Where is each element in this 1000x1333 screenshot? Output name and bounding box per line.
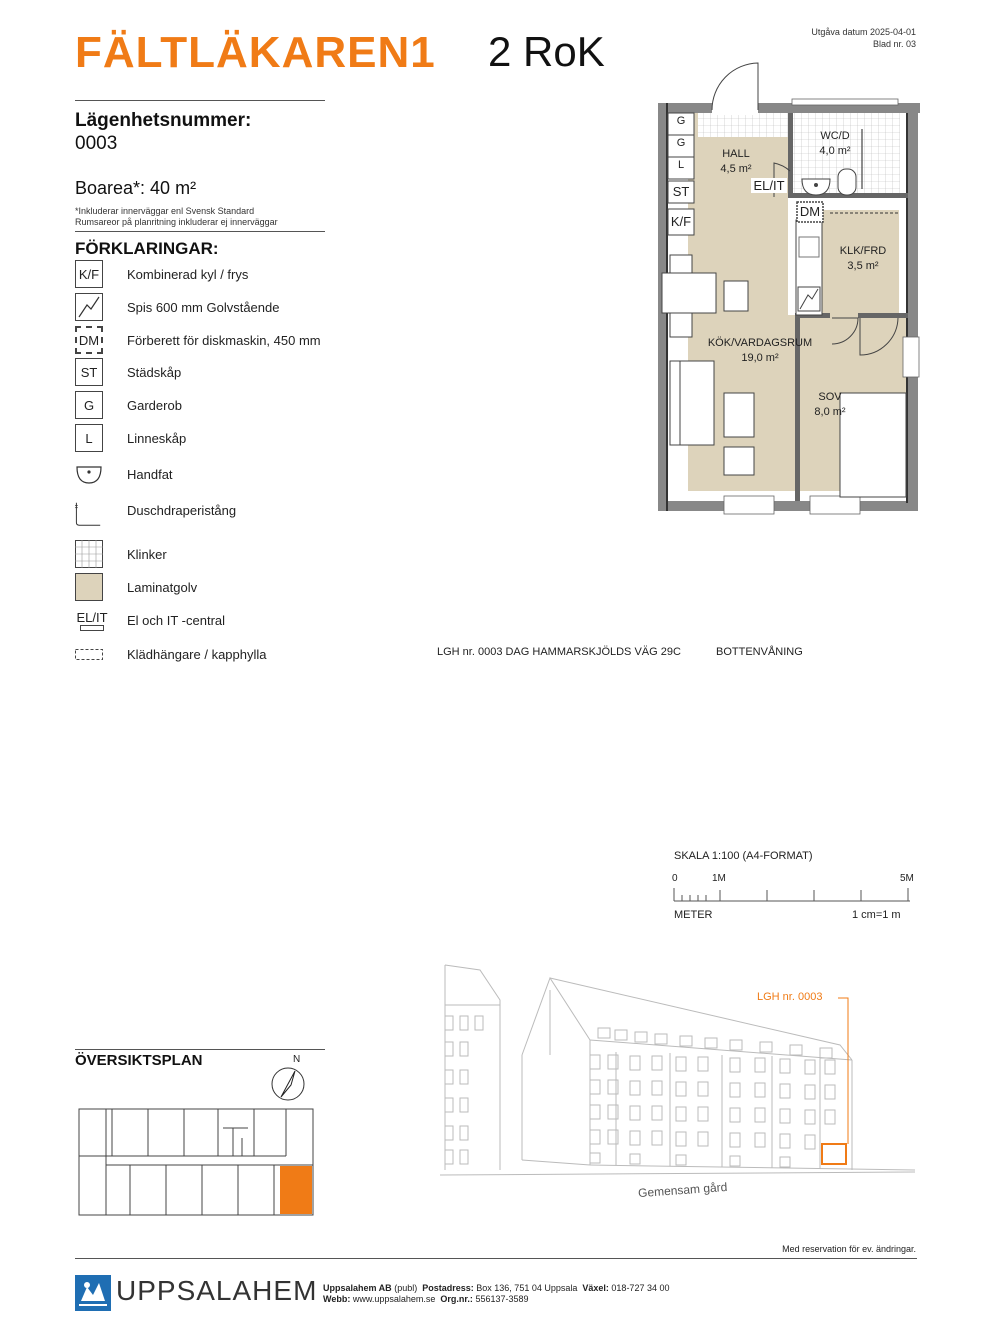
company-name: Uppsalahem AB (323, 1283, 392, 1293)
postal-label: Postadress: (422, 1283, 474, 1293)
scale-title: SKALA 1:100 (A4-FORMAT) (674, 850, 813, 862)
legend-item-kf (75, 260, 375, 292)
legend-label: Linneskåp (127, 431, 187, 446)
company-info-line-1 (323, 1283, 669, 1293)
phone-label: Växel: (582, 1283, 609, 1293)
north-label: N (293, 1054, 301, 1065)
legend-item-tiles (75, 540, 375, 572)
fridge-freezer-icon: K/F (75, 260, 103, 288)
room-area: 4,0 m² (819, 145, 851, 157)
legend-label: Städskåp (127, 365, 182, 380)
phone-number: 018-727 34 00 (611, 1283, 670, 1293)
room-klk (833, 244, 893, 274)
cabinet-st: ST (672, 184, 690, 199)
room-kok (700, 336, 820, 366)
uppsalahem-logo-icon (75, 1275, 111, 1311)
apartment-number-label: Lägenhetsnummer: (75, 110, 252, 131)
legend-item-washbasin (75, 460, 375, 492)
legend-label: Handfat (127, 467, 173, 482)
wardrobe-icon: G (75, 391, 103, 419)
divider (75, 100, 325, 101)
legend-label: Klädhängare / kapphylla (127, 647, 267, 662)
washbasin-icon (75, 460, 103, 488)
area-note-2: Rumsareor på planritning inkluderar ej innerväggar (75, 217, 278, 227)
el-it-icon (75, 606, 109, 634)
address-line: LGH nr. 0003 DAG HAMMARSKJÖLDS VÄG 29C (437, 646, 681, 658)
dishwasher-slot: DM (799, 204, 821, 219)
project-title: FÄLTLÄKAREN1 (75, 28, 436, 77)
room-area: 19,0 m² (741, 352, 779, 364)
floor-level: BOTTENVÅNING (716, 646, 803, 658)
room-name: WC/D (820, 130, 850, 142)
legend-item-hanger (75, 640, 375, 672)
courtyard-label: Gemensam gård (637, 1179, 728, 1201)
legend-item-linen-cabinet (75, 424, 375, 456)
unit-highlight-label: LGH nr. 0003 (757, 991, 823, 1003)
sheet-number: Blad nr. 03 (872, 39, 916, 49)
divider (75, 1258, 917, 1259)
legend-label: Duschdraperistång (127, 503, 237, 518)
room-area: 4,5 m² (720, 163, 752, 175)
stove-icon (75, 293, 103, 321)
dishwasher-icon: DM (75, 326, 103, 354)
room-area: 8,0 m² (814, 406, 846, 418)
legend-item-shower-rod (75, 496, 375, 528)
company-info-line-2 (323, 1294, 529, 1304)
scale-one: 1M (712, 873, 726, 884)
cleaning-cabinet-icon: ST (75, 358, 103, 386)
legend-title: FÖRKLARINGAR: (75, 239, 219, 258)
issue-date: Utgåva datum 2025-04-01 (811, 27, 916, 37)
laminate-icon (75, 573, 103, 601)
company-suffix: (publ) (394, 1283, 418, 1293)
legend-label: Förberett för diskmaskin, 450 mm (127, 333, 321, 348)
room-name: SOV (818, 391, 842, 403)
legend-item-cleaning-cabinet (75, 358, 375, 390)
scale-unit: METER (674, 909, 713, 921)
shower-rod-icon (75, 496, 103, 532)
legend-label: El och IT -central (127, 613, 226, 628)
room-name: KLK/FRD (839, 245, 887, 257)
divider (75, 231, 325, 232)
scale-zero: 0 (672, 873, 678, 884)
area-note-1: *Inkluderar innerväggar enl Svensk Standard (75, 206, 255, 216)
divider (75, 1049, 325, 1050)
room-wc (805, 129, 865, 159)
org-label: Org.nr.: (440, 1294, 473, 1304)
building-perspective (440, 960, 920, 1210)
apartment-number: 0003 (75, 133, 118, 154)
room-name: KÖK/VARDAGSRUM (707, 337, 813, 349)
web-label: Webb: (323, 1294, 351, 1304)
overview-title: ÖVERSIKTSPLAN (75, 1052, 203, 1069)
scale-ratio: 1 cm=1 m (852, 909, 901, 921)
el-it-central: EL/IT (751, 178, 787, 193)
legend-label: Spis 600 mm Golvstående (127, 300, 280, 315)
org-number: 556137-3589 (475, 1294, 529, 1304)
legend-item-el-it (75, 606, 375, 638)
tiles-icon (75, 540, 103, 568)
website-link[interactable]: www.uppsalahem.se (352, 1294, 436, 1304)
room-name: HALL (722, 148, 750, 160)
room-sov (800, 390, 860, 420)
el-it-symbol: EL/IT (76, 609, 108, 625)
room-hall (706, 147, 766, 177)
legend-item-laminate (75, 573, 375, 605)
north-arrow-icon (266, 1054, 312, 1104)
hanger-shelf-icon (75, 640, 103, 668)
linen-cabinet-icon: L (75, 424, 103, 452)
apartment-type: 2 RoK (488, 28, 605, 75)
scale-five: 5M (900, 873, 914, 884)
cabinet-g1: G (676, 115, 686, 127)
legend-label: Kombinerad kyl / frys (127, 267, 249, 282)
reservation-note: Med reservation för ev. ändringar. (782, 1244, 916, 1254)
overview-site-plan (78, 1108, 316, 1218)
legend-item-dishwasher (75, 326, 375, 358)
legend-item-wardrobe (75, 391, 375, 423)
room-area: 3,5 m² (847, 260, 879, 272)
cabinet-kf: K/F (670, 214, 692, 229)
cabinet-l: L (677, 159, 685, 171)
brand-name: UPPSALAHEM (116, 1275, 318, 1306)
legend-label: Klinker (127, 547, 167, 562)
legend-label: Laminatgolv (127, 580, 198, 595)
postal-address: Box 136, 751 04 Uppsala (476, 1283, 578, 1293)
scale-bar (672, 886, 912, 906)
legend-item-stove (75, 293, 375, 325)
living-area: Boarea*: 40 m² (75, 178, 197, 198)
legend-label: Garderob (127, 398, 182, 413)
cabinet-g2: G (676, 137, 686, 149)
